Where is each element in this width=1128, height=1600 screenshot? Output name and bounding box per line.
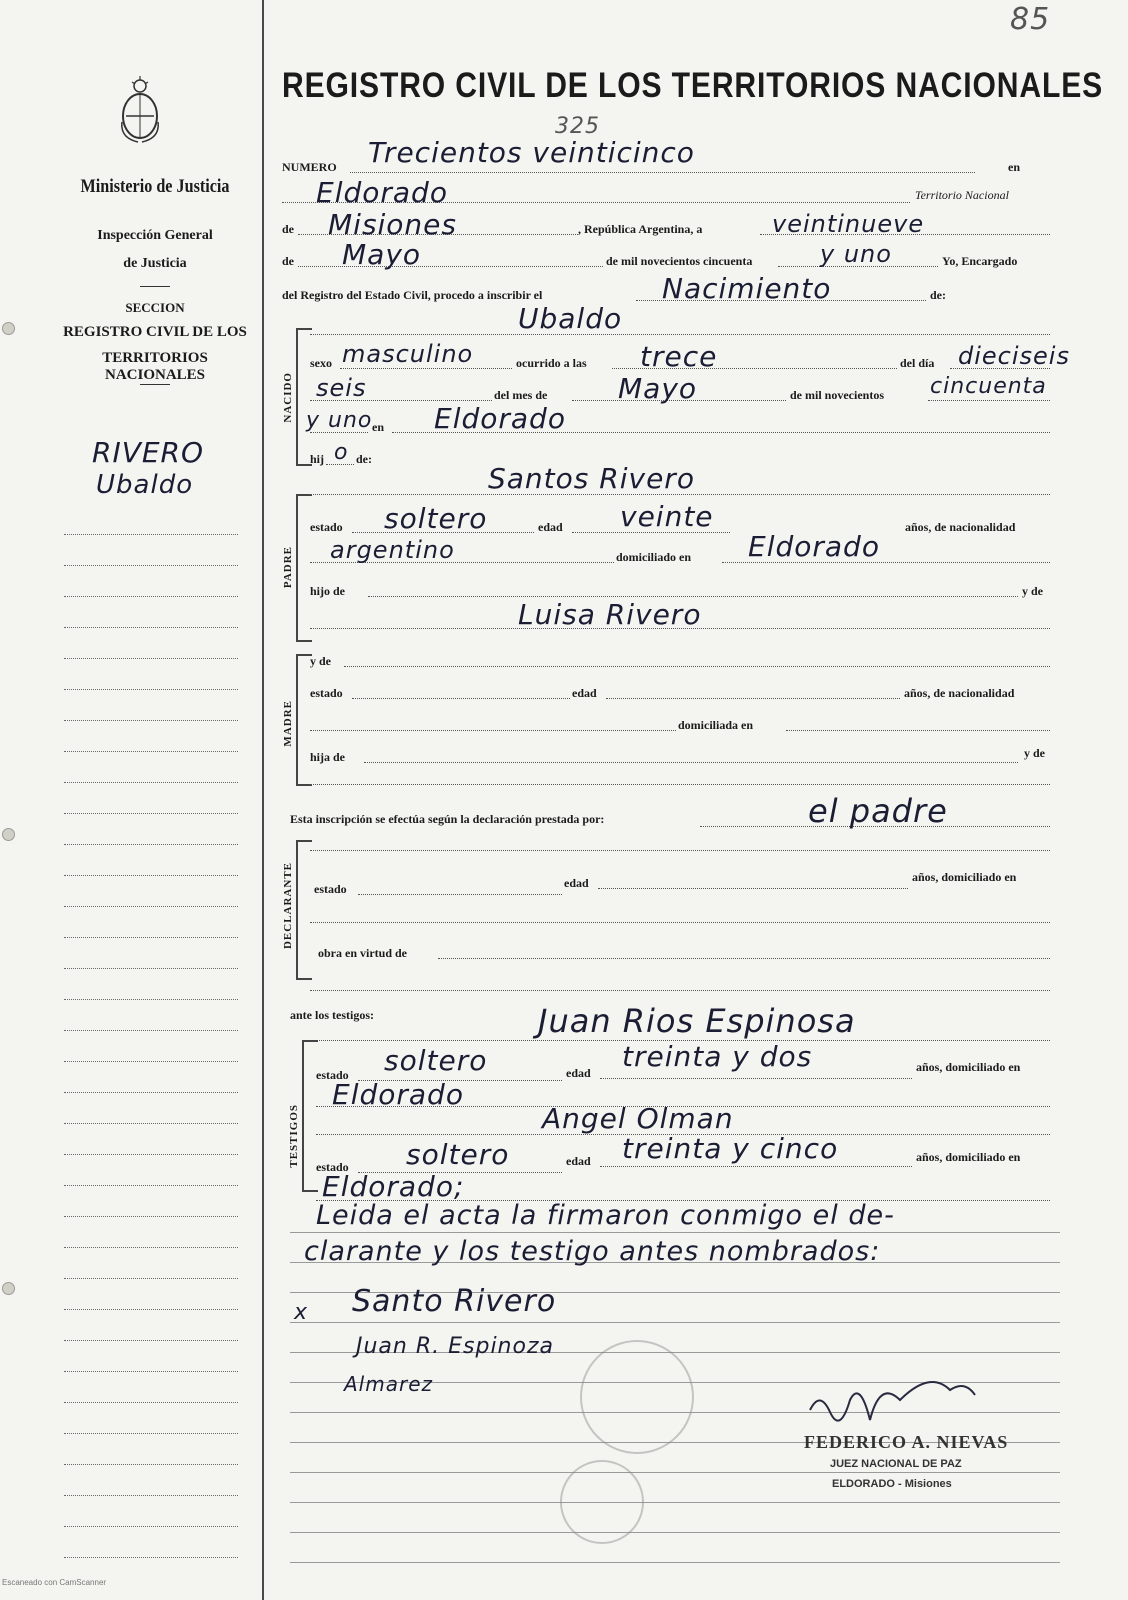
madre-domicilio-label: domiciliada en xyxy=(678,718,754,732)
de-label-2: de xyxy=(282,254,294,268)
ruled-line xyxy=(290,1472,1060,1473)
testigo1-edad-value: treinta y dos xyxy=(622,1040,813,1073)
de-label-1: de xyxy=(282,222,294,236)
testigo2-edad-label: edad xyxy=(566,1154,591,1168)
ruled-line xyxy=(290,1562,1060,1563)
del-registro-label: del Registro del Estado Civil, procedo a inscribir el xyxy=(282,288,543,302)
margin-rule xyxy=(64,1061,238,1062)
margin-rule xyxy=(64,1185,238,1186)
fecha-mes-value: Mayo xyxy=(342,238,422,271)
margin-rule xyxy=(64,720,238,721)
margin-rule xyxy=(64,844,238,845)
divider-rule xyxy=(140,286,170,287)
inscripcion-label: Esta inscripción se efectúa según la declaración prestada por: xyxy=(290,812,605,826)
madre-estado-label: estado xyxy=(310,686,343,700)
hijo-de-label: hijo de xyxy=(310,584,346,598)
madre-abuela-line xyxy=(310,784,1050,785)
declarante-value: el padre xyxy=(808,792,948,830)
margin-rule xyxy=(64,1216,238,1217)
madre-label: MADRE xyxy=(282,700,294,747)
numero-words: Trecientos veinticinco xyxy=(368,136,695,169)
declarante-side-label: DECLARANTE xyxy=(282,862,294,950)
margin-column xyxy=(0,0,262,1600)
judge-name: FEDERICO A. NIEVAS xyxy=(804,1432,1009,1452)
margin-rule xyxy=(64,689,238,690)
judge-role: JUEZ NACIONAL DE PAZ xyxy=(830,1458,962,1470)
ocurrido-label: ocurrido a las xyxy=(516,356,587,370)
round-seal-stamp xyxy=(580,1340,694,1454)
margin-rule xyxy=(64,1247,238,1248)
testigo1-dom-value: Eldorado xyxy=(332,1078,464,1111)
margin-rule xyxy=(64,534,238,535)
y-de-label: y de xyxy=(1022,584,1043,598)
margin-rule xyxy=(64,1123,238,1124)
margin-rule xyxy=(64,1557,238,1558)
margin-rule xyxy=(64,751,238,752)
testigo2-value: Angel Olman xyxy=(542,1102,734,1135)
testigo2-estado-label: estado xyxy=(316,1160,349,1174)
column-divider xyxy=(262,0,264,1600)
margin-rule xyxy=(64,1433,238,1434)
margin-rule xyxy=(64,627,238,628)
testigo1-anos-label: años, domiciliado en xyxy=(916,1060,1021,1074)
padre-nac-value: argentino xyxy=(330,536,455,564)
sexo-line xyxy=(340,368,512,369)
signature-santo-rivero: Santo Rivero xyxy=(352,1284,557,1319)
anio-line xyxy=(928,400,1050,401)
acto-value: Nacimiento xyxy=(662,272,832,305)
declarante-dom-line xyxy=(310,922,1050,923)
del-dia-label: del día xyxy=(900,356,935,370)
testigo2-anos-label: años, domiciliado en xyxy=(916,1150,1021,1164)
margin-rule xyxy=(64,906,238,907)
nombre-line xyxy=(310,334,1050,335)
page-number: 85 xyxy=(1010,2,1051,37)
margin-rule xyxy=(64,937,238,938)
padre-edad-value: veinte xyxy=(620,500,714,533)
madre-edad-line xyxy=(606,698,900,699)
declarante-bracket xyxy=(296,840,298,980)
sexo-value: masculino xyxy=(342,340,474,368)
note-line-1: Leida el acta la firmaron conmigo el de- xyxy=(316,1200,895,1231)
obra-line-2 xyxy=(310,990,1050,991)
en-label-2: en xyxy=(372,420,384,434)
testigo2-edad-line xyxy=(600,1166,912,1167)
inspection-label-2: de Justicia xyxy=(123,256,187,271)
de-mil-label: de mil novecientos cincuenta xyxy=(606,254,753,268)
del-mes-label: del mes de xyxy=(494,388,548,402)
section-label: SECCION xyxy=(125,300,185,315)
hij-value: o xyxy=(334,440,349,465)
obra-line xyxy=(438,958,1050,959)
declarante-name-line xyxy=(310,850,1050,851)
declarante-edad-label: edad xyxy=(564,876,589,890)
fecha-anio-value: y uno xyxy=(820,240,892,268)
coat-of-arms-icon xyxy=(118,72,162,146)
republica-label: , República Argentina, a xyxy=(578,222,703,236)
ruled-line xyxy=(290,1502,1060,1503)
testigo1-edad-line xyxy=(600,1078,912,1079)
margin-rule xyxy=(64,596,238,597)
de-label-3: de: xyxy=(930,288,946,302)
margin-rule xyxy=(64,1309,238,1310)
margin-rule xyxy=(64,1526,238,1527)
anio-cont-value: y uno xyxy=(306,408,373,433)
punch-hole xyxy=(2,1282,15,1295)
madre-y-de-end: y de xyxy=(1024,746,1045,760)
de-mil-nov-label: de mil novecientos xyxy=(790,388,884,402)
yo-label: Yo, Encargado xyxy=(942,254,1018,268)
padre-bracket xyxy=(296,494,298,642)
margin-rule xyxy=(64,565,238,566)
round-seal-stamp-2 xyxy=(560,1460,644,1544)
lugar-nac-value: Eldorado xyxy=(434,402,566,435)
signature-juan-espinoza: Juan R. Espinoza xyxy=(356,1334,554,1359)
divider-rule xyxy=(140,384,170,385)
mes-value: Mayo xyxy=(618,372,698,405)
ruled-line xyxy=(290,1532,1060,1533)
margin-rule xyxy=(64,1402,238,1403)
hijo-de-line xyxy=(368,596,1018,597)
padre-anos-label: años, de nacionalidad xyxy=(905,520,1016,534)
margin-rule xyxy=(64,875,238,876)
territorio-value: Misiones xyxy=(328,208,457,241)
registry-label-2: TERRITORIOS NACIONALES xyxy=(102,350,208,383)
de-colon-label: de: xyxy=(356,452,372,466)
padre-dom-value: Eldorado xyxy=(748,530,880,563)
testigo1-estado-value: soltero xyxy=(384,1044,488,1077)
madre-bracket xyxy=(296,654,298,786)
padre-edad-label: edad xyxy=(538,520,563,534)
fecha-dia-value: veintinueve xyxy=(772,210,925,238)
numero-digits: 325 xyxy=(555,114,600,139)
madre-estado-line xyxy=(352,698,570,699)
registry-label-1: REGISTRO CIVIL DE LOS xyxy=(63,324,247,340)
testigo1-estado-label: estado xyxy=(316,1068,349,1082)
declarante-anos-label: años, domiciliado en xyxy=(912,870,1017,884)
testigo1-edad-label: edad xyxy=(566,1066,591,1080)
hij-label: hij xyxy=(310,452,325,466)
dia-value: dieciseis xyxy=(958,342,1070,370)
padre-nombre-value: Santos Rivero xyxy=(488,462,695,495)
hora-value: trece xyxy=(640,340,718,373)
judge-place: ELDORADO - Misiones xyxy=(832,1478,952,1490)
margin-rule xyxy=(64,1340,238,1341)
margin-rule xyxy=(64,658,238,659)
abuela-value: Luisa Rivero xyxy=(518,598,702,631)
testigo2-estado-value: soltero xyxy=(406,1138,510,1171)
nacido-label: NACIDO xyxy=(282,372,294,423)
padre-domicilio-label: domiciliado en xyxy=(616,550,692,564)
signature-mark: x xyxy=(294,1300,309,1325)
hija-de-line xyxy=(364,762,1018,763)
padre-label: PADRE xyxy=(282,546,294,589)
nacido-bracket xyxy=(296,328,298,466)
margin-rule xyxy=(64,1371,238,1372)
margin-rule xyxy=(64,1495,238,1496)
judge-signature-icon xyxy=(800,1360,1000,1440)
obra-label: obra en virtud de xyxy=(318,946,408,960)
margin-rule xyxy=(64,1030,238,1031)
ruled-line xyxy=(290,1232,1060,1233)
ministry-label: Ministerio de Justicia xyxy=(80,176,230,197)
page-title: REGISTRO CIVIL DE LOS TERRITORIOS NACIONALES xyxy=(282,66,1104,105)
margin-rule xyxy=(64,1464,238,1465)
numero-label: NUMERO xyxy=(282,160,337,174)
madre-anos-label: años, de nacionalidad xyxy=(904,686,1015,700)
testigos-intro-label: ante los testigos: xyxy=(290,1008,374,1022)
scanner-footer: Escaneado con CamScanner xyxy=(2,1578,107,1587)
declarante-edad-line xyxy=(598,888,908,889)
dia-cont-value: seis xyxy=(316,374,367,402)
anio-value: cincuenta xyxy=(930,374,1047,399)
margin-rule xyxy=(64,999,238,1000)
madre-nombre-line xyxy=(344,666,1050,667)
testigos-bracket xyxy=(302,1040,304,1192)
sexo-label: sexo xyxy=(310,356,332,370)
padre-estado-value: soltero xyxy=(384,502,488,535)
margin-rule xyxy=(64,813,238,814)
testigo2-dom-value: Eldorado; xyxy=(322,1170,465,1203)
madre-nac-line xyxy=(310,730,676,731)
hija-de-label: hija de xyxy=(310,750,346,764)
lugar-value: Eldorado xyxy=(316,176,448,209)
punch-hole xyxy=(2,828,15,841)
ruled-line xyxy=(290,1322,1060,1323)
nombre-value: Ubaldo xyxy=(518,302,623,335)
punch-hole xyxy=(2,322,15,335)
declarante-estado-line xyxy=(358,894,562,895)
margin-surname: RIVERO xyxy=(92,436,205,469)
madre-y-de-label: y de xyxy=(310,654,331,668)
inspection-label-1: Inspección General xyxy=(97,228,213,243)
margin-rule xyxy=(64,1092,238,1093)
padre-estado-label: estado xyxy=(310,520,343,534)
note-line-2: clarante y los testigo antes nombrados: xyxy=(304,1236,881,1267)
margin-rule xyxy=(64,782,238,783)
testigo2-edad-value: treinta y cinco xyxy=(622,1132,839,1165)
margin-rule xyxy=(64,1278,238,1279)
testigos-side-label: TESTIGOS xyxy=(288,1104,300,1168)
declarante-estado-label: estado xyxy=(314,882,347,896)
testigo1-value: Juan Rios Espinosa xyxy=(538,1002,856,1040)
margin-given-name: Ubaldo xyxy=(96,470,194,500)
territorio-label: Territorio Nacional xyxy=(915,188,1009,202)
numero-line xyxy=(350,172,975,173)
signature-almarez: Almarez xyxy=(344,1372,434,1396)
margin-rule xyxy=(64,968,238,969)
madre-edad-label: edad xyxy=(572,686,597,700)
madre-dom-line xyxy=(786,730,1050,731)
en-label: en xyxy=(1008,160,1020,174)
margin-rule xyxy=(64,1154,238,1155)
